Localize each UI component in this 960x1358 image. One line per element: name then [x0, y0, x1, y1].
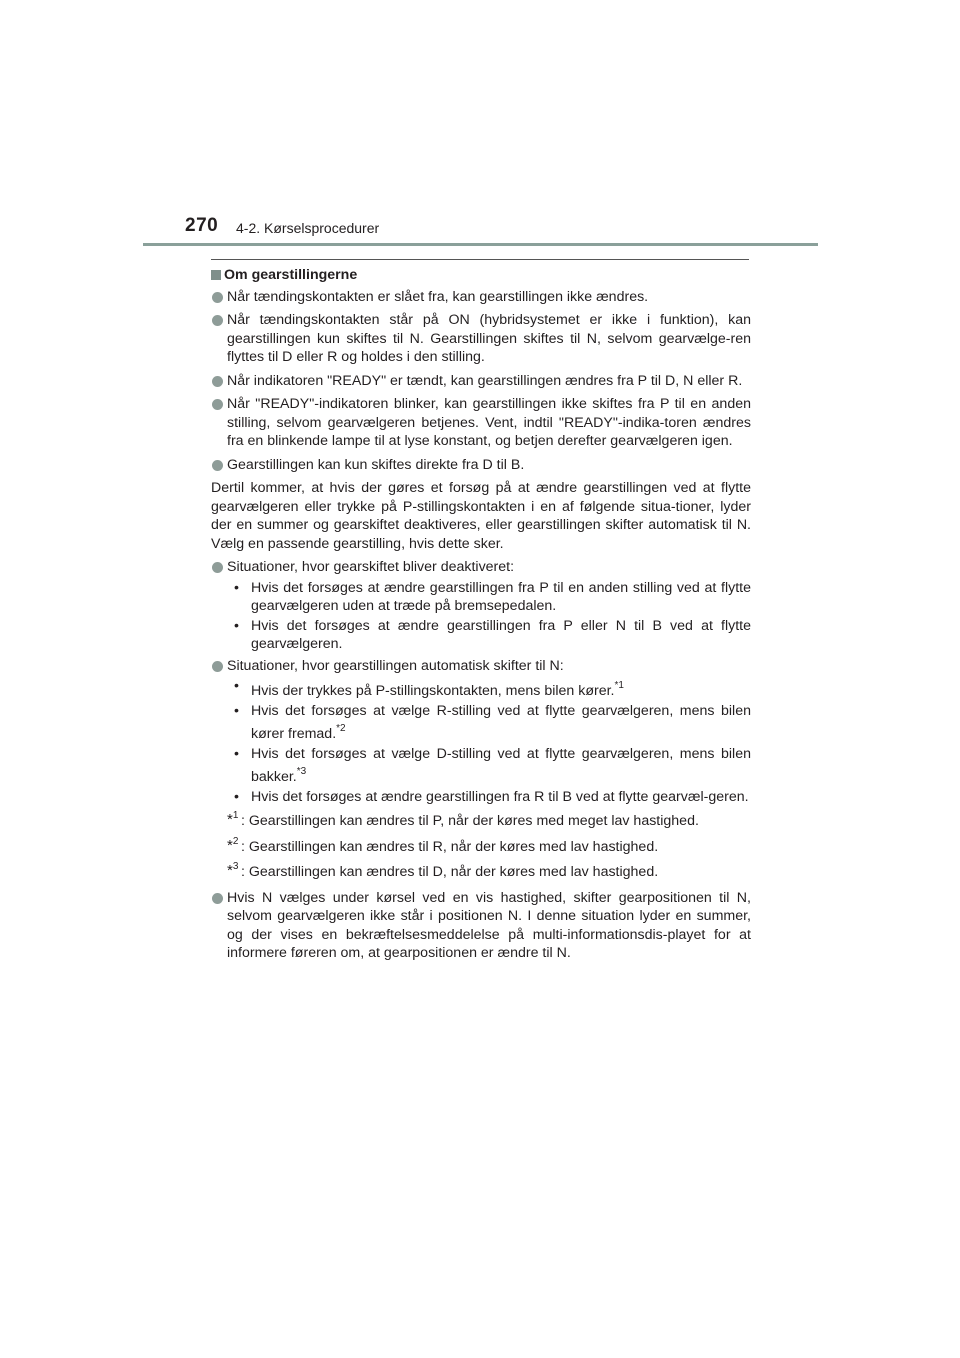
section-title: 4-2. Kørselsprocedurer — [236, 220, 380, 236]
sub-list-item: • Hvis det forsøges at ændre gearstillingen fra P eller N til B ved at flytte gearvælgeren. — [234, 617, 751, 652]
bullet-dot-icon — [212, 315, 223, 326]
sub-list-deactivated — [211, 579, 751, 654]
sub-list-item: • Hvis det forsøges at vælge R-stilling ved at flytte gearvælgeren, mens bilen kører fremad.$^{*2}$ — [234, 702, 751, 742]
list-item: Når tændingskontakten er slået fra, kan gearstillingen ikke ændres. — [211, 288, 751, 307]
sub-list-item: • Hvis det forsøges at ændre gearstillingen fra P til en anden stilling ved at flytte gearvælgeren uden at træde på bremsepedalen. — [234, 579, 751, 614]
sub-list-auto-n — [211, 677, 751, 806]
page-number: 270 — [185, 215, 219, 236]
page-header — [0, 0, 960, 250]
section-heading — [211, 266, 751, 285]
list-item: Gearstillingen kan kun skiftes direkte fra D til B. — [211, 456, 751, 475]
header-rule — [143, 243, 818, 246]
heading-text: Om gearstillingerne — [224, 267, 358, 283]
footnote-ref: *3 — [296, 766, 307, 777]
footnote: *$^3$ : Gearstillingen kan ændres til D, når der køres med lav hastighed. — [211, 863, 751, 882]
footnote-mark: *$^2$ — [227, 835, 239, 854]
list-item: Hvis N vælges under kørsel ved en vis hastighed, skifter gearpositionen til N, selvom gearvælgeren ikke står i positionen N. I denne situation lyder en summer, og der vises en bekræftelsesmeddelelse på multi-informationsdis-playet for at informere føreren om, at gearpositionen er ændre til N. — [211, 889, 751, 963]
content-body — [211, 266, 751, 968]
square-bullet-icon — [211, 270, 221, 280]
bullet-dot-icon — [212, 893, 223, 904]
bullet-dot-icon — [212, 460, 223, 471]
list-item: Situationer, hvor gearstillingen automatisk skifter til N: — [211, 657, 751, 676]
footnote: *$^2$ : Gearstillingen kan ændres til R, når der køres med lav hastighed. — [211, 838, 751, 857]
content-rule — [211, 259, 749, 260]
bullet-dot-icon — [212, 562, 223, 573]
footnote-mark: *$^1$ — [227, 810, 239, 828]
footnote-ref: *2 — [336, 723, 346, 734]
sub-list-item: • Hvis det forsøges at vælge D-stilling ved at flytte gearvælgeren, mens bilen bakker.$^{*3}$ — [234, 745, 751, 785]
list-item: Når indikatoren "READY" er tændt, kan gearstillingen ændres fra P til D, N eller R. — [211, 372, 751, 391]
bullet-dot-icon — [212, 661, 223, 672]
body-paragraph: Dertil kommer, at hvis der gøres et forsøg på at ændre gearstillingen ved at flytte gearvælgeren eller trykke på P-stillingskontakten i en af følgende situa-tioner, lyder der en summer og gearskiftet deaktiveres, eller gearstillingen skifter automatisk til N. Vælg en passende gearstilling, hvis dette sker. — [211, 480, 751, 552]
footnote-ref: *1 — [614, 680, 624, 691]
footnote: *$^1$ : Gearstillingen kan ændres til P, når der køres med meget lav hastighed. — [211, 812, 751, 831]
sub-list-item: • Hvis det forsøges at ændre gearstillingen fra R til B ved at flytte gearvæl-geren. — [234, 788, 749, 805]
bullet-dot-icon — [212, 399, 223, 410]
list-item: Når tændingskontakten står på ON (hybridsystemet er ikke i funktion), kan gearstillingen kun skiftes til N. Gearstillingen skiftes til N, selvom gearvælge-ren flyttes til D eller R og holdes i den stilling. — [211, 311, 751, 367]
bullet-dot-icon — [212, 376, 223, 387]
bullet-dot-icon — [212, 292, 223, 303]
list-item: Situationer, hvor gearskiftet bliver deaktiveret: — [211, 558, 751, 577]
sub-list-item: • Hvis der trykkes på P-stillingskontakten, mens bilen kører.$^{*1}$ — [234, 678, 624, 699]
list-item: Når "READY"-indikatoren blinker, kan gearstillingen ikke skiftes fra P til en anden stilling, selvom gearvælgeren betjenes. Vent, indtil "READY"-indika-toren ændres fra en blinkende lampe til at lyse konstant, og betjen derefter gearvælgeren igen. — [211, 395, 751, 451]
footnote-mark: *$^3$ — [227, 861, 239, 879]
